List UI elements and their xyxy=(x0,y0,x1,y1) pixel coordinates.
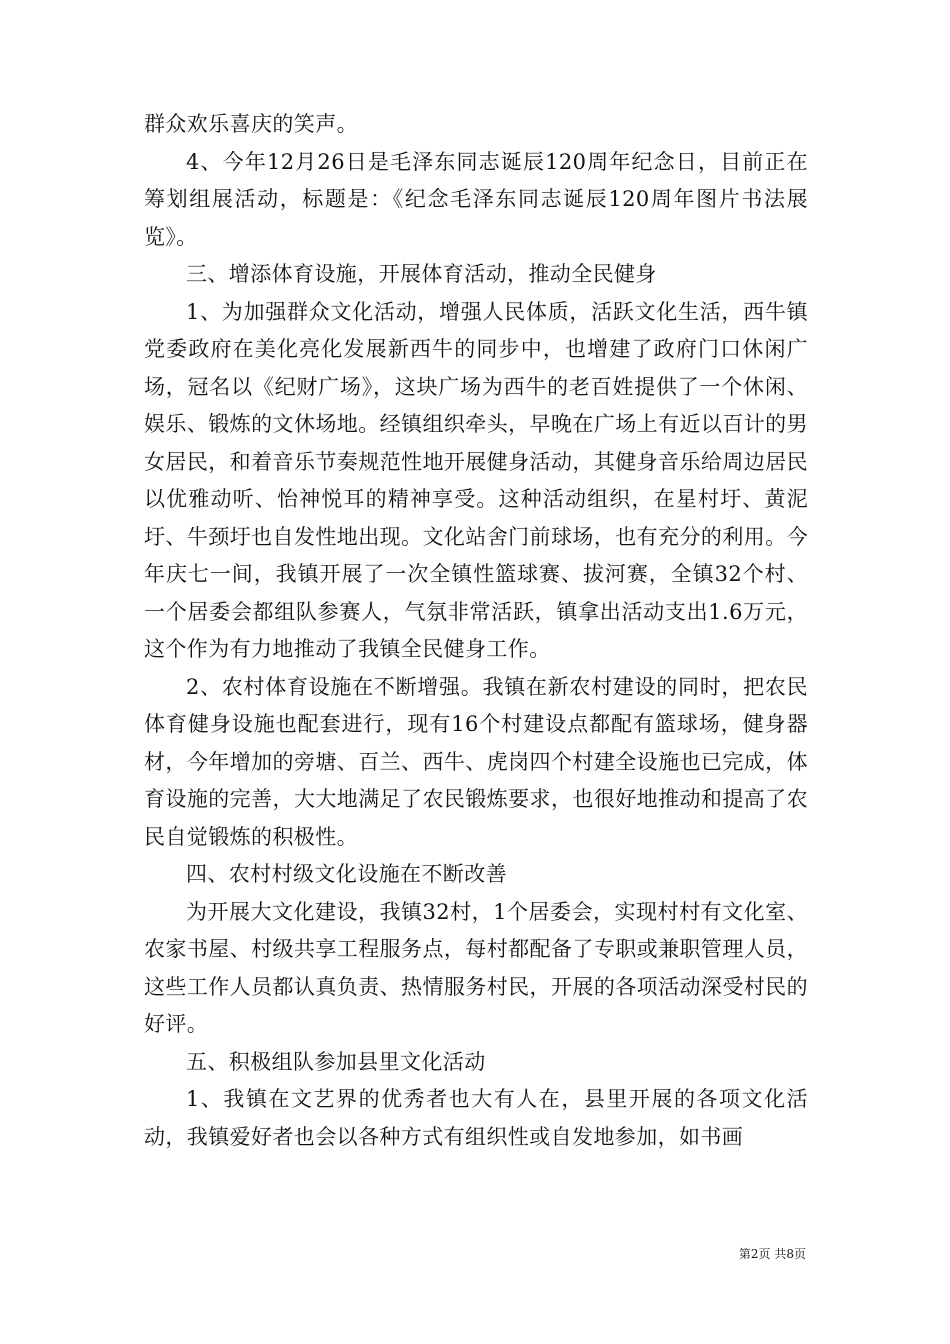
paragraph-4: 1、为加强群众文化活动，增强人民体质，活跃文化生活，西牛镇党委政府在美化亮化发展新西牛的同步中，也增建了政府门口休闲广场，冠名以《纪财广场》，这块广场为西牛的老百姓提供了一个休闲、娱乐、锻炼的文休场地。经镇组织牵头，早晚在广场上有近以百计的男女居民，和着音乐节奏规范性地开展健身活动，其健身音乐给周边居民以优雅动听、怡神悦耳的精神享受。这种活动组织，在星村圩、黄泥圩、牛颈圩也自发性地出现。文化站舍门前球场，也有充分的利用。今年庆七一间，我镇开展了一次全镇性篮球赛、拔河赛，全镇32个村、一个居委会都组队参赛人，气氛非常活跃，镇拿出活动支出1.6万元，这个作为有力地推动了我镇全民健身工作。 xyxy=(144,299,808,661)
section-heading-5: 五、积极组队参加县里文化活动 xyxy=(186,1049,486,1074)
paragraph-2: 4、今年12月26日是毛泽东同志诞辰120周年纪念日，目前正在筹划组展活动，标题是：《纪念毛泽东同志诞辰120周年图片书法展览》。 xyxy=(144,149,808,249)
section-heading-4: 四、农村村级文化设施在不断改善 xyxy=(186,862,507,886)
page-number-footer: 第2页 共8页 xyxy=(738,1247,806,1261)
paragraph-1: 群众欢乐喜庆的笑声。 xyxy=(144,112,358,136)
section-heading-3: 三、增添体育设施，开展体育活动，推动全民健身 xyxy=(186,262,657,286)
paragraph-6: 为开展大文化建设，我镇32村，1个居委会，实现村村有文化室、农家书屋、村级共享工程服务点，每村都配备了专职或兼职管理人员，这些工作人员都认真负责、热情服务村民，开展的各项活动深受村民的好评。 xyxy=(144,899,808,1036)
document-body xyxy=(144,106,808,1156)
paragraph-7: 1、我镇在文艺界的优秀者也大有人在，县里开展的各项文化活动，我镇爱好者也会以各种方式有组织性或自发地参加，如书画 xyxy=(144,1087,808,1149)
paragraph-5: 2、农村体育设施在不断增强。我镇在新农村建设的同时，把农民体育健身设施也配套进行，现有16个村建设点都配有篮球场，健身器材，今年增加的旁塘、百兰、西牛、虎岗四个村建全设施也已完成，体育设施的完善，大大地满足了农民锻炼要求，也很好地推动和提高了农民自觉锻炼的积极性。 xyxy=(144,674,808,849)
